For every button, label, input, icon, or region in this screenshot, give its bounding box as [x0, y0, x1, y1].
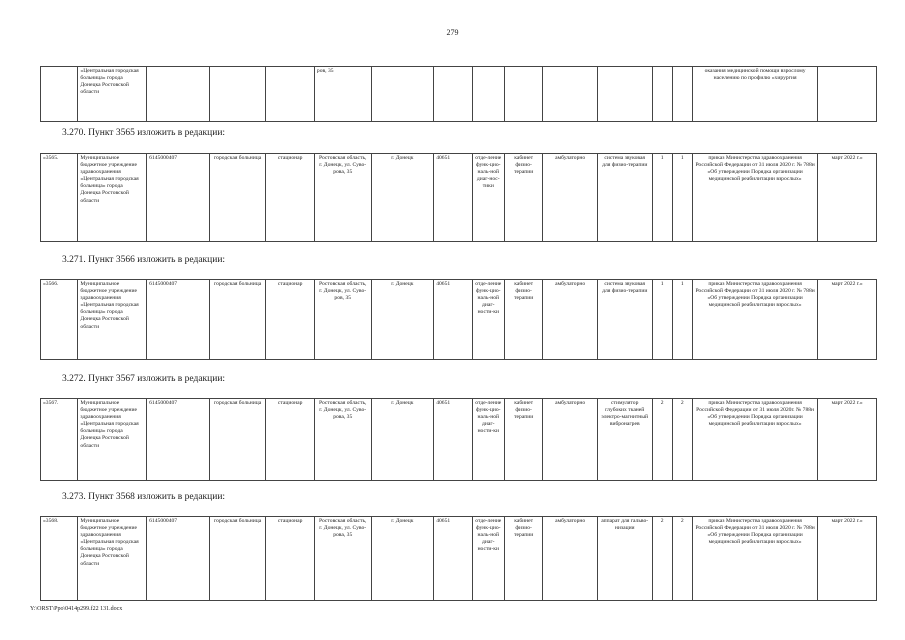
address-cell: Ростовская область, г. Донецк, ул. Суво-рова, 35	[314, 399, 371, 481]
q-cell: 1	[672, 154, 692, 242]
num-cell: «3568.	[41, 517, 78, 601]
inn-cell: 6145000407	[147, 280, 210, 360]
q-cell: 2	[652, 399, 672, 481]
code-cell: 40651	[434, 280, 472, 360]
form-cell: амбулаторно	[543, 399, 598, 481]
file-path-footer: Y:\ORST\Ppo\0414p299.f22 131.docx	[30, 606, 123, 612]
dept-cell: отде-ление функ-цио-наль-ной диаг-ности-ки	[472, 280, 504, 360]
date-cell: март 2022 г.»	[818, 154, 877, 242]
city-cell: г. Донецк	[371, 517, 434, 601]
type-cell: городская больница	[209, 399, 266, 481]
equipment-cell: стимулятор глубоких тканей электро-магнитный вибронагрев	[597, 399, 652, 481]
dept-cell: отде-ление функ-цио-наль-ной диаг-нос-тики	[472, 154, 504, 242]
city-cell: г. Донецк	[371, 154, 434, 242]
org-cell: Муниципальное бюджетное учреждение здравоохранения «Центральная городская больница» города Донецка Ростовской области	[78, 154, 147, 242]
num-cell: «3566.	[41, 280, 78, 360]
amendment-heading: 3.270. Пункт 3565 изложить в редакции:	[62, 128, 226, 138]
inn-cell: 6145000407	[147, 517, 210, 601]
room-cell: кабинет физио-терапии	[504, 399, 542, 481]
address-cell: ров, 35	[314, 67, 371, 122]
equipment-cell: система звуковая для физио-терапии	[597, 154, 652, 242]
standard-cell: приказ Министерства здравоохранения Российской Федерации от 31 июля 2020г. № 788н «Об утверждении Порядка организации медицинской реабилитации взрослых»	[692, 399, 817, 481]
registry-table-fragment	[40, 66, 877, 122]
standard-cell: оказания медицинской помощи взрослому населению по профилю «хирургия	[692, 67, 817, 122]
dept-cell: отде-ление функ-цио-наль-ной диаг-ности-ки	[472, 517, 504, 601]
num-cell: «3567.	[41, 399, 78, 481]
page-number: 279	[446, 28, 459, 37]
org-cell: Муниципальное бюджетное учреждение здравоохранения «Центральная городская больница» города Донецка Ростовской области	[78, 399, 147, 481]
code-cell: 40651	[434, 517, 472, 601]
type-cell: городская больница	[209, 280, 266, 360]
conditions-cell: стационар	[266, 517, 315, 601]
address-cell: Ростовская область, г. Донецк, ул. Суво-рова, 35	[314, 154, 371, 242]
q-cell: 2	[652, 517, 672, 601]
amendment-heading: 3.271. Пункт 3566 изложить в редакции:	[62, 255, 226, 265]
table-row	[41, 67, 877, 122]
q-cell: 2	[672, 517, 692, 601]
registry-table	[40, 153, 877, 242]
code-cell: 40651	[434, 154, 472, 242]
form-cell: амбулаторно	[543, 280, 598, 360]
code-cell: 40651	[434, 399, 472, 481]
form-cell: амбулаторно	[543, 154, 598, 242]
amendment-heading: 3.272. Пункт 3567 изложить в редакции:	[62, 374, 226, 384]
city-cell: г. Донецк	[371, 399, 434, 481]
org-cell: «Центральная городская больница» города Донецка Ростовской области	[78, 67, 147, 122]
standard-cell: приказ Министерства здравоохранения Российской Федерации от 31 июля 2020 г. № 788н «Об утверждении Порядка организации медицинской реабилитации взрослых»	[692, 154, 817, 242]
num-cell: «3565.	[41, 154, 78, 242]
inn-cell: 6145000407	[147, 154, 210, 242]
q-cell: 1	[672, 280, 692, 360]
q-cell: 1	[652, 154, 672, 242]
room-cell: кабинет физио-терапии	[504, 517, 542, 601]
standard-cell: приказ Министерства здравоохранения Российской Федерации от 31 июля 2020 г. № 788н «Об утверждении Порядка организации медицинской реабилитации взрослых»	[692, 280, 817, 360]
equipment-cell: аппарат для гальво-низации	[597, 517, 652, 601]
date-cell: март 2022 г.»	[818, 517, 877, 601]
amendment-heading: 3.273. Пункт 3568 изложить в редакции:	[62, 492, 226, 502]
registry-table	[40, 279, 877, 360]
address-cell: Ростовская область, г. Донецк, ул. Суво-ров, 35	[314, 280, 371, 360]
q-cell: 2	[672, 399, 692, 481]
type-cell: городская больница	[209, 517, 266, 601]
room-cell: кабинет физио-терапии	[504, 280, 542, 360]
address-cell: Ростовская область, г. Донецк, ул. Суво-рова, 35	[314, 517, 371, 601]
org-cell: Муниципальное бюджетное учреждение здравоохранения «Центральная городская больница» города Донецка Ростовской области	[78, 517, 147, 601]
table-row	[41, 399, 877, 481]
conditions-cell: стационар	[266, 154, 315, 242]
standard-cell: приказ Министерства здравоохранения Российской Федерации от 31 июля 2020 г. № 788н «Об утверждении Порядка организации медицинской реабилитации взрослых»	[692, 517, 817, 601]
registry-table	[40, 398, 877, 481]
table-row	[41, 280, 877, 360]
date-cell: март 2022 г.»	[818, 399, 877, 481]
registry-table	[40, 516, 877, 601]
form-cell: амбулаторно	[543, 517, 598, 601]
table-row	[41, 154, 877, 242]
inn-cell: 6145000407	[147, 399, 210, 481]
type-cell: городская больница	[209, 154, 266, 242]
equipment-cell: система звуковая для физио-терапии	[597, 280, 652, 360]
conditions-cell: стационар	[266, 280, 315, 360]
org-cell: Муниципальное бюджетное учреждение здравоохранения «Центральная городская больница» города Донецка Ростовской области	[78, 280, 147, 360]
dept-cell: отде-ление функ-цио-наль-ной диаг-ности-ки	[472, 399, 504, 481]
conditions-cell: стационар	[266, 399, 315, 481]
city-cell: г. Донецк	[371, 280, 434, 360]
table-row	[41, 517, 877, 601]
q-cell: 1	[652, 280, 672, 360]
date-cell: март 2022 г.»	[818, 280, 877, 360]
room-cell: кабинет физио-терапии	[504, 154, 542, 242]
